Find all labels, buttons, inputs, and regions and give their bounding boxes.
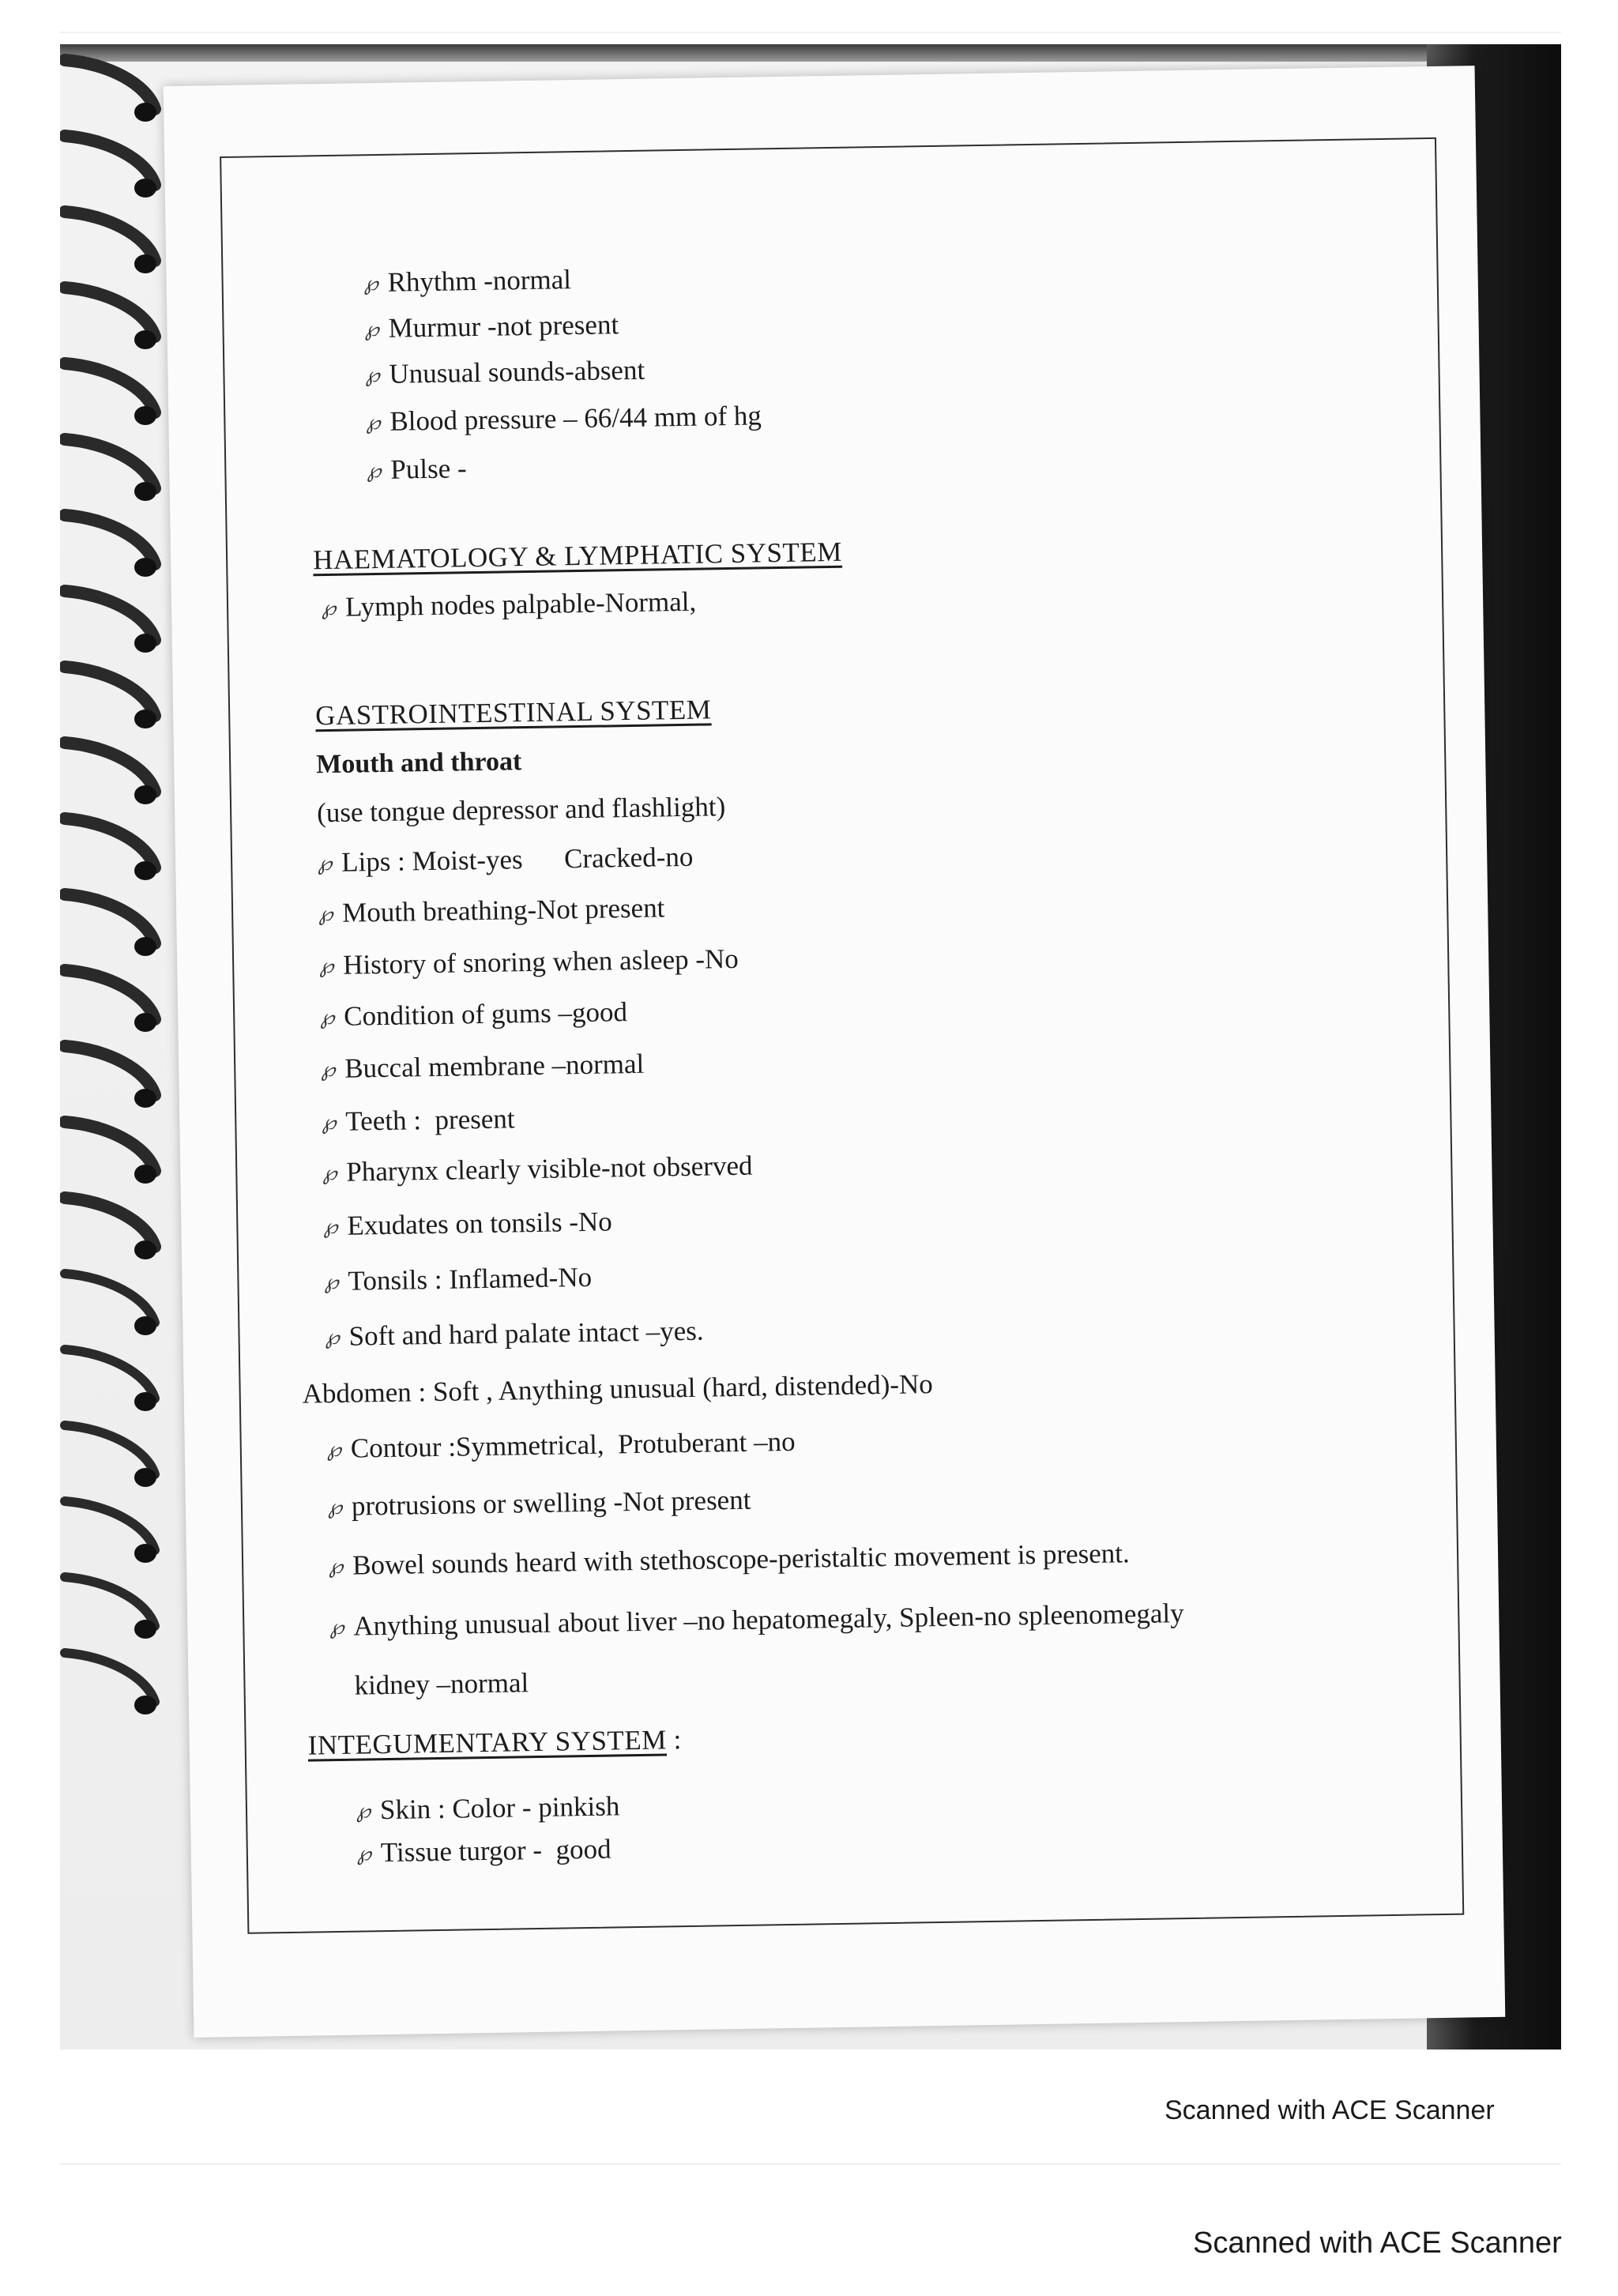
list-item: ℘ Mouth breathing-Not present bbox=[318, 892, 665, 928]
bullet-icon: ℘ bbox=[367, 458, 382, 483]
list-item: ℘ Soft and hard palate intact –yes. bbox=[325, 1315, 704, 1352]
bullet-icon: ℘ bbox=[356, 1799, 371, 1823]
list-item: ℘ History of snoring when asleep -No bbox=[318, 943, 739, 981]
kidney-line: kidney –normal bbox=[354, 1667, 529, 1701]
spiral-ring bbox=[65, 1046, 155, 1095]
bullet-icon: ℘ bbox=[317, 851, 333, 875]
spiral-ring bbox=[65, 1425, 155, 1474]
list-item: ℘ protrusions or swelling -Not present bbox=[327, 1484, 751, 1522]
list-item: ℘ Contour :Symmetrical, Protuberant –no bbox=[326, 1425, 796, 1464]
notebook-page bbox=[164, 66, 1506, 2038]
list-item: ℘ Teeth : present bbox=[322, 1103, 515, 1137]
list-item: ℘ Tonsils : Inflamed-No bbox=[324, 1261, 593, 1297]
bullet-icon: ℘ bbox=[321, 1057, 336, 1082]
bullet-icon: ℘ bbox=[326, 1437, 342, 1462]
bullet-icon: ℘ bbox=[323, 1214, 338, 1239]
bullet-icon: ℘ bbox=[324, 1270, 339, 1294]
scanned-photo bbox=[60, 44, 1561, 2049]
spiral-ring bbox=[65, 439, 155, 488]
punch-hole bbox=[134, 1013, 156, 1032]
punch-hole bbox=[134, 1165, 156, 1184]
spiral-ring bbox=[65, 212, 155, 261]
punch-hole bbox=[134, 103, 156, 122]
list-item: ℘ Skin : Color - pinkish bbox=[356, 1790, 620, 1826]
spiral-ring bbox=[65, 288, 155, 337]
punch-hole bbox=[134, 1696, 156, 1714]
spiral-ring bbox=[65, 515, 155, 564]
punch-hole bbox=[134, 1240, 156, 1259]
spiral-ring bbox=[65, 363, 155, 412]
spiral-ring bbox=[65, 1349, 155, 1398]
spiral-ring bbox=[65, 591, 155, 640]
spiral-ring bbox=[65, 819, 155, 868]
list-item: ℘ Lymph nodes palpable-Normal, bbox=[321, 585, 697, 623]
punch-hole bbox=[134, 861, 156, 880]
punch-hole bbox=[134, 937, 156, 956]
photo-top-edge bbox=[60, 44, 1561, 62]
bullet-icon: ℘ bbox=[328, 1554, 344, 1579]
bullet-icon: ℘ bbox=[365, 363, 380, 387]
bullet-icon: ℘ bbox=[364, 317, 379, 341]
spiral-ring bbox=[65, 1198, 155, 1247]
divider bbox=[60, 2163, 1561, 2165]
punch-hole bbox=[134, 634, 156, 653]
spiral-binding bbox=[60, 44, 179, 2049]
punch-hole bbox=[134, 710, 156, 728]
list-item: ℘ Murmur -not present bbox=[364, 309, 619, 344]
punch-hole bbox=[134, 330, 156, 349]
bullet-icon: ℘ bbox=[322, 1110, 337, 1135]
bullet-icon: ℘ bbox=[366, 410, 381, 435]
spiral-ring bbox=[65, 743, 155, 792]
scanner-watermark-outer: Scanned with ACE Scanner bbox=[1193, 2226, 1562, 2260]
punch-hole bbox=[134, 1544, 156, 1563]
bullet-icon: ℘ bbox=[320, 1005, 335, 1029]
bullet-icon: ℘ bbox=[327, 1495, 343, 1519]
punch-hole bbox=[134, 1620, 156, 1639]
section-heading-integumentary: INTEGUMENTARY SYSTEM : bbox=[307, 1724, 682, 1761]
spiral-ring bbox=[65, 1501, 155, 1550]
bullet-icon: ℘ bbox=[318, 901, 333, 926]
bullet-icon: ℘ bbox=[322, 1161, 337, 1185]
spiral-ring bbox=[65, 1274, 155, 1323]
abdomen-line: Abdomen : Soft , Anything unusual (hard, distended)-No bbox=[302, 1368, 934, 1410]
subheading-mouth-throat: Mouth and throat bbox=[315, 747, 522, 780]
punch-hole bbox=[134, 482, 156, 501]
punch-hole bbox=[134, 1392, 156, 1411]
list-item: ℘ Lips : Moist-yes Cracked-no bbox=[317, 841, 694, 878]
spiral-ring bbox=[65, 136, 155, 185]
punch-hole bbox=[134, 1468, 156, 1487]
section-heading-haematology: HAEMATOLOGY & LYMPHATIC SYSTEM bbox=[312, 536, 843, 576]
punch-hole bbox=[134, 785, 156, 804]
scanner-watermark-inner: Scanned with ACE Scanner bbox=[1165, 2095, 1495, 2125]
spiral-ring bbox=[65, 1577, 155, 1626]
spiral-ring bbox=[65, 1653, 155, 1702]
list-item: ℘ Pharynx clearly visible-not observed bbox=[322, 1150, 753, 1188]
instruction-note: (use tongue depressor and flashlight) bbox=[316, 791, 726, 829]
bullet-icon: ℘ bbox=[318, 954, 334, 978]
spiral-ring bbox=[65, 970, 155, 1019]
punch-hole bbox=[134, 179, 156, 198]
spiral-ring bbox=[65, 667, 155, 716]
list-item: ℘ Buccal membrane –normal bbox=[321, 1048, 645, 1084]
section-heading-gastrointestinal: GASTROINTESTINAL SYSTEM bbox=[314, 694, 712, 732]
list-item: ℘ Anything unusual about liver –no hepatomegaly, Spleen-no spleenomegaly bbox=[329, 1598, 1184, 1642]
bullet-icon: ℘ bbox=[325, 1325, 340, 1349]
punch-hole bbox=[134, 1316, 156, 1335]
list-item: ℘ Condition of gums –good bbox=[320, 996, 628, 1032]
list-item: ℘ Exudates on tonsils -No bbox=[323, 1206, 613, 1241]
spiral-ring bbox=[65, 60, 155, 109]
list-item: ℘ Rhythm -normal bbox=[363, 264, 572, 298]
list-item: ℘ Pulse - bbox=[367, 453, 467, 485]
bullet-icon: ℘ bbox=[356, 1842, 372, 1865]
punch-hole bbox=[134, 254, 156, 273]
list-item: ℘ Blood pressure – 66/44 mm of hg bbox=[366, 400, 762, 437]
bullet-icon: ℘ bbox=[329, 1615, 344, 1639]
punch-hole bbox=[134, 406, 156, 425]
list-item: ℘ Unusual sounds-absent bbox=[365, 354, 645, 390]
page-content bbox=[164, 66, 1506, 2038]
divider bbox=[60, 32, 1561, 33]
punch-hole bbox=[134, 558, 156, 577]
punch-hole bbox=[134, 1089, 156, 1108]
bullet-icon: ℘ bbox=[363, 271, 379, 295]
list-item: ℘ Bowel sounds heard with stethoscope-peristaltic movement is present. bbox=[328, 1538, 1131, 1581]
list-item: ℘ Tissue turgor - good bbox=[356, 1833, 611, 1869]
spiral-ring bbox=[65, 1122, 155, 1171]
spiral-ring bbox=[65, 894, 155, 943]
bullet-icon: ℘ bbox=[321, 596, 337, 620]
